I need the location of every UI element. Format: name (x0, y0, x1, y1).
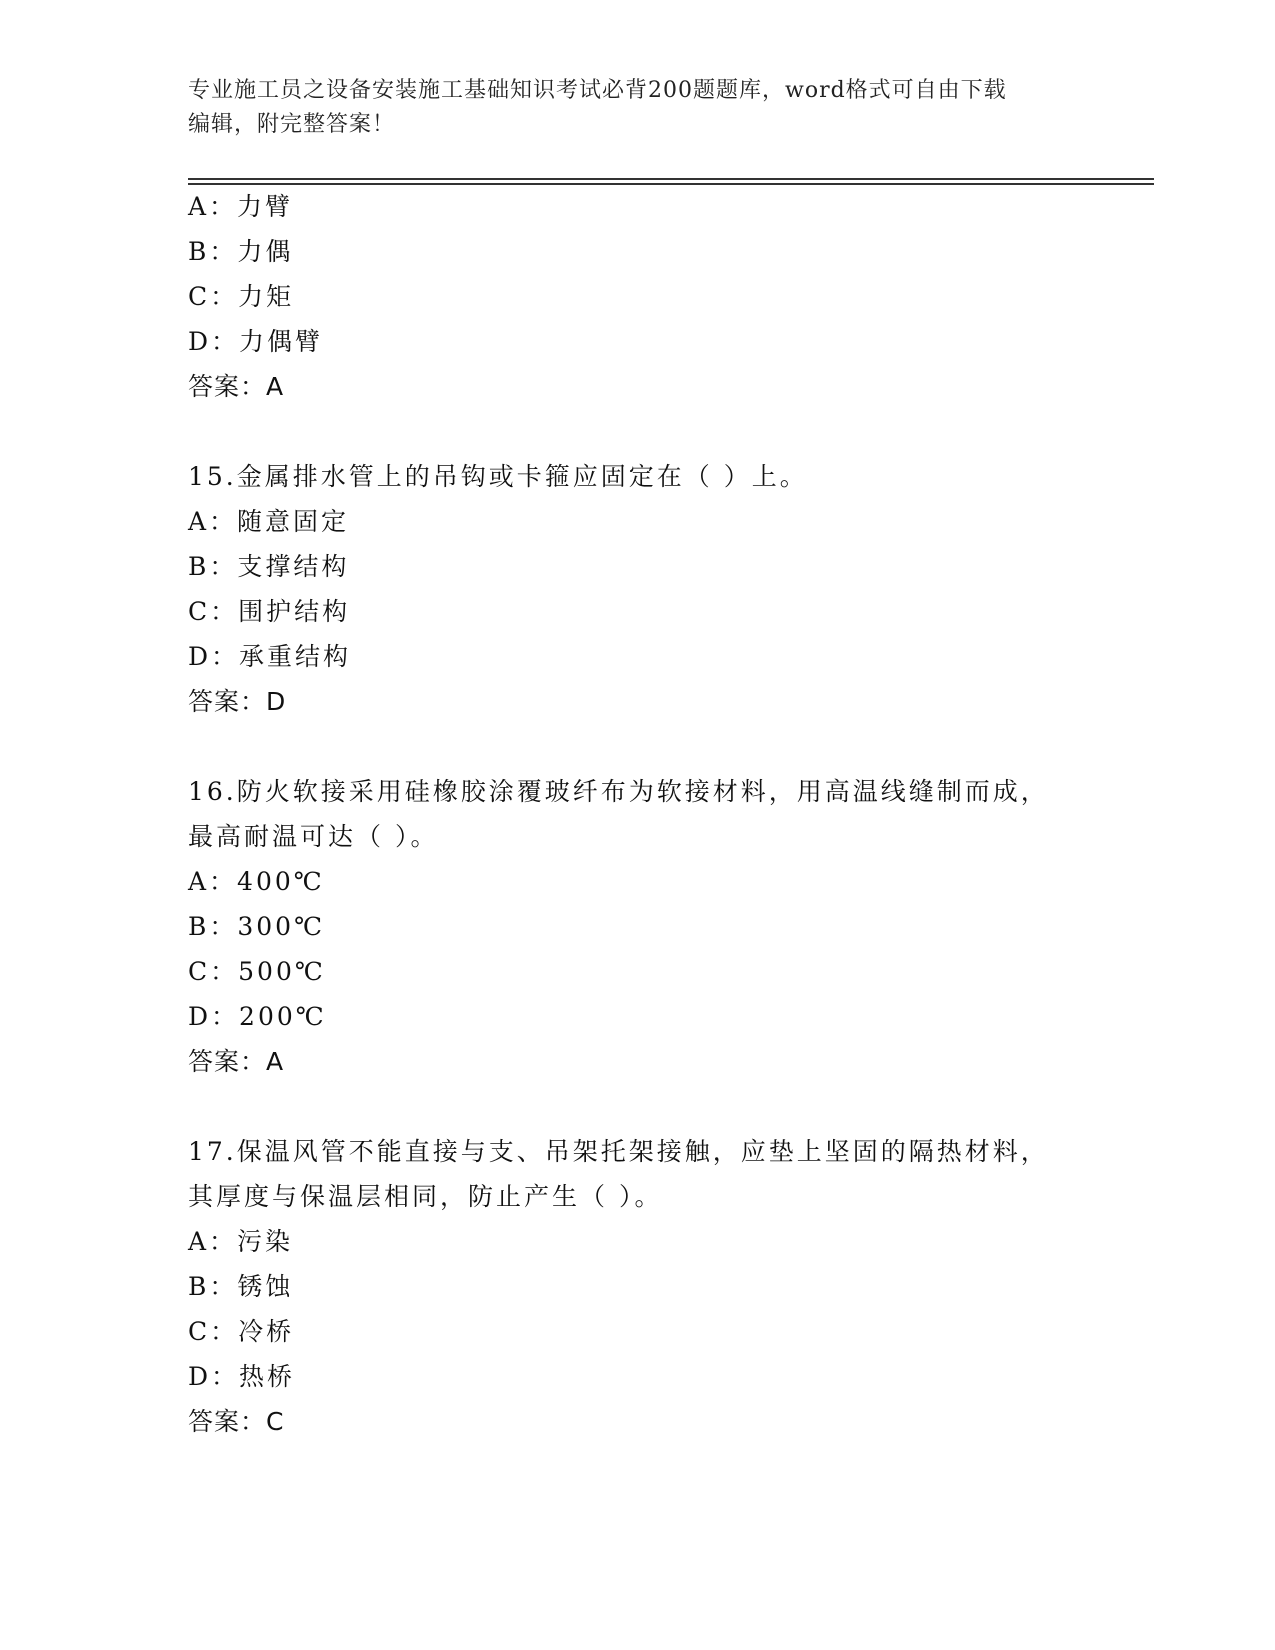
q14-option-b: B：力偶 (188, 237, 294, 266)
q16-stem-line-2: 最高耐温可达（ ）。 (188, 822, 439, 851)
q15-option-c: C：围护结构 (188, 597, 351, 626)
q17-option-c: C：冷桥 (188, 1317, 295, 1346)
header-divider-top (188, 178, 1154, 180)
q16-option-c: C：500℃ (188, 957, 326, 986)
q17-option-b: B：锈蚀 (188, 1272, 294, 1301)
header-line-2: 编辑，附完整答案！ (188, 112, 396, 137)
q15-option-b: B：支撑结构 (188, 552, 350, 581)
q14-option-d: D：力偶臂 (188, 327, 324, 356)
header-line-1: 专业施工员之设备安装施工基础知识考试必背200题题库，word格式可自由下载 (188, 78, 1007, 103)
header-divider-bottom (188, 183, 1154, 185)
q16-stem-line-1: 16.防火软接采用硅橡胶涂覆玻纤布为软接材料，用高温线缝制而成， (188, 777, 1049, 806)
q17-option-d: D：热桥 (188, 1362, 296, 1391)
q15-stem: 15.金属排水管上的吊钩或卡箍应固定在（ ）上。 (188, 462, 808, 491)
q15-option-a: A：随意固定 (188, 507, 350, 536)
q16-answer: 答案：A (188, 1047, 285, 1076)
q16-option-d: D：200℃ (188, 1002, 327, 1031)
q14-option-a: A：力臂 (188, 192, 294, 221)
q17-option-a: A：污染 (188, 1227, 294, 1256)
document-header (188, 74, 1068, 142)
q15-answer: 答案：D (188, 687, 287, 716)
q15-option-d: D：承重结构 (188, 642, 352, 671)
q16-option-a: A：400℃ (188, 867, 325, 896)
q14-answer: 答案：A (188, 372, 285, 401)
q17-stem-line-2: 其厚度与保温层相同，防止产生（ ）。 (188, 1182, 663, 1211)
q16-option-b: B：300℃ (188, 912, 326, 941)
q14-option-c: C：力矩 (188, 282, 295, 311)
q17-stem-line-1: 17.保温风管不能直接与支、吊架托架接触，应垫上坚固的隔热材料， (188, 1137, 1049, 1166)
q17-answer: 答案：C (188, 1407, 285, 1436)
